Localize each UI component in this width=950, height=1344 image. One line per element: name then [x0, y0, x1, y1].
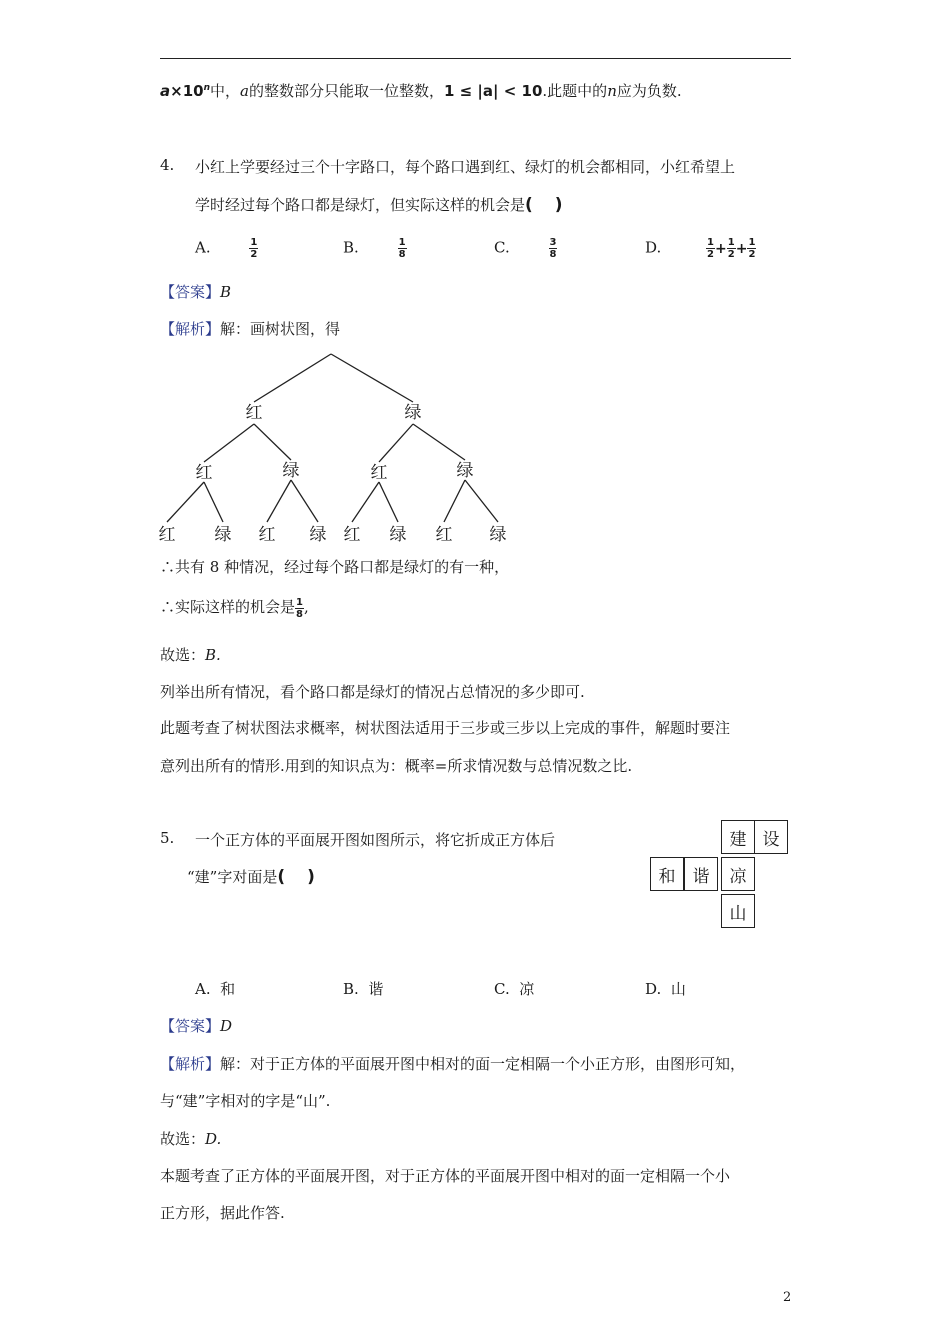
- fraction: $\frac{1}{8}$: [296, 596, 303, 620]
- q4-line2: [195, 194, 563, 215]
- choose-label: 故选：: [160, 646, 206, 664]
- tree-l3-7: 绿: [489, 525, 507, 545]
- q5-analysis-line2: 与“建”字相对的字是“山”.: [160, 1092, 331, 1110]
- tree-l3-4: 红: [343, 525, 361, 545]
- option-text: 凉: [519, 980, 535, 998]
- fraction: $\frac{1}{8}$: [398, 237, 406, 260]
- q5-note1: 本题考查了正方体的平面展开图，对于正方体的平面展开图中相对的面一定相隔一个小: [160, 1167, 731, 1185]
- carry-var-a: a: [240, 82, 249, 100]
- q4-option-c[interactable]: [494, 237, 557, 260]
- fraction: $\frac{3}{8}$: [549, 237, 557, 260]
- q4-analysis: [160, 318, 340, 339]
- option-text: 谐: [368, 980, 384, 998]
- q4-option-a[interactable]: [195, 237, 258, 260]
- tree-l3-1: 绿: [214, 525, 232, 545]
- q5-line2: [187, 866, 315, 887]
- q5-note2: 正方形，据此作答.: [160, 1204, 285, 1222]
- expr-a: a: [160, 82, 171, 100]
- option-label: C.: [494, 980, 510, 998]
- cube-net: [650, 820, 792, 928]
- tree-l3-0: 红: [158, 525, 176, 545]
- conclusion2-text: ∴实际这样的机会是: [160, 598, 296, 616]
- option-label: A.: [195, 238, 211, 257]
- carry-text4: 应为负数.: [616, 82, 682, 100]
- q5-option-c[interactable]: [494, 978, 534, 999]
- carry-line: [160, 80, 682, 101]
- choose-value: D.: [205, 1130, 222, 1148]
- expr-times: ×: [170, 82, 183, 100]
- tree-l3-5: 绿: [389, 525, 407, 545]
- net-cell-top-right: 设: [754, 820, 788, 854]
- header-rule: [160, 58, 791, 59]
- tree-l3-3: 绿: [309, 525, 327, 545]
- choose-label: 故选：: [160, 1130, 206, 1148]
- option-label: C.: [494, 238, 510, 257]
- fraction: $\frac{1}{2}$: [748, 237, 756, 260]
- tree-l2-3: 绿: [456, 461, 474, 481]
- q5-choose: [160, 1128, 221, 1149]
- q4-option-d[interactable]: [645, 237, 756, 260]
- fraction-sum: [706, 237, 756, 260]
- q4-conclusion1: ∴共有 8 种情况，经过每个路口都是绿灯的有一种，: [160, 558, 510, 576]
- option-label: B.: [343, 980, 359, 998]
- q4-answer: [160, 281, 231, 302]
- expr-n: n: [203, 83, 210, 93]
- q4-paren-open: (: [525, 195, 533, 215]
- carry-inequality: 1 ≤ |a| < 10: [443, 82, 543, 100]
- analysis-tag: 【解析】: [160, 1055, 221, 1073]
- answer-tag: 【答案】: [160, 1017, 221, 1035]
- tree-l3-2: 红: [258, 525, 276, 545]
- analysis-intro: 解：画树状图，得: [220, 320, 341, 338]
- carry-var-n: n: [607, 82, 617, 100]
- plus-sign: +: [735, 240, 748, 257]
- answer-value: D: [220, 1017, 233, 1035]
- tree-l2-0: 红: [195, 463, 213, 483]
- plus-sign: +: [715, 240, 727, 257]
- fraction: $\frac{1}{2}$: [250, 237, 258, 260]
- q5-option-b[interactable]: [343, 978, 383, 999]
- option-text: 和: [220, 980, 236, 998]
- tree-l2-2: 红: [370, 463, 388, 483]
- analysis-tag: 【解析】: [160, 320, 221, 338]
- net-cell-mid-center: 谐: [684, 857, 718, 891]
- net-cell-mid-right: 凉: [721, 857, 755, 891]
- answer-tag: 【答案】: [160, 283, 221, 301]
- option-label: D.: [645, 980, 662, 998]
- q4-note3: 意列出所有的情形.用到的知识点为：概率=所求情况数与总情况数之比.: [160, 757, 633, 775]
- tree-l1-1: 绿: [404, 403, 422, 423]
- tree-l3-6: 红: [435, 525, 453, 545]
- q4-paren-close: ): [554, 195, 563, 215]
- q5-answer: [160, 1015, 232, 1036]
- q5-option-d[interactable]: [645, 978, 686, 999]
- q4-note1: 列举出所有情况，看个路口都是绿灯的情况占总情况的多少即可.: [160, 683, 585, 701]
- choose-value: B.: [205, 646, 221, 664]
- q5-number: 5.: [160, 829, 175, 847]
- conclusion2-comma: ,: [303, 598, 309, 616]
- option-text: 山: [670, 980, 686, 998]
- net-cell-top-left: 建: [721, 820, 755, 854]
- expr-ten: 10: [182, 82, 204, 100]
- probability-tree: [150, 352, 520, 548]
- option-label: D.: [645, 238, 662, 257]
- q4-conclusion2: [160, 596, 309, 620]
- answer-value: B: [220, 283, 232, 301]
- page-number: 2: [783, 1290, 792, 1305]
- q4-line2-text: 学时经过每个路口都是绿灯，但实际这样的机会是: [195, 196, 526, 214]
- tree-l2-1: 绿: [282, 461, 300, 481]
- option-label: A.: [195, 980, 211, 998]
- q4-option-b[interactable]: [343, 237, 407, 260]
- q5-option-a[interactable]: [195, 978, 235, 999]
- q5-line1: 一个正方体的平面展开图如图所示，将它折成正方体后: [195, 831, 556, 849]
- q4-line1: 小红上学要经过三个十字路口，每个路口遇到红、绿灯的机会都相同，小红希望上: [195, 158, 736, 176]
- carry-text2: 的整数部分只能取一位整数，: [248, 82, 444, 100]
- carry-text3: .此题中的: [542, 82, 608, 100]
- q4-note2: 此题考查了树状图法求概率，树状图法适用于三步或三步以上完成的事件，解题时要注: [160, 719, 731, 737]
- fraction: $\frac{1}{2}$: [727, 237, 735, 260]
- analysis-text: 解：对于正方体的平面展开图中相对的面一定相隔一个小正方形，由图形可知，: [220, 1055, 746, 1073]
- net-cell-bottom: 山: [721, 894, 755, 928]
- q4-number: 4.: [160, 156, 175, 174]
- net-cell-mid-left: 和: [650, 857, 684, 891]
- q5-paren-open: (: [277, 867, 286, 887]
- carry-text1: 中，: [210, 82, 241, 100]
- option-label: B.: [343, 238, 359, 257]
- tree-l1-0: 红: [245, 403, 263, 423]
- q5-paren-close: ): [307, 867, 315, 887]
- q5-analysis-line1: [160, 1053, 745, 1074]
- q4-choose: [160, 644, 221, 665]
- q5-line2-text: “建”字对面是: [187, 868, 278, 886]
- fraction: $\frac{1}{2}$: [707, 237, 715, 260]
